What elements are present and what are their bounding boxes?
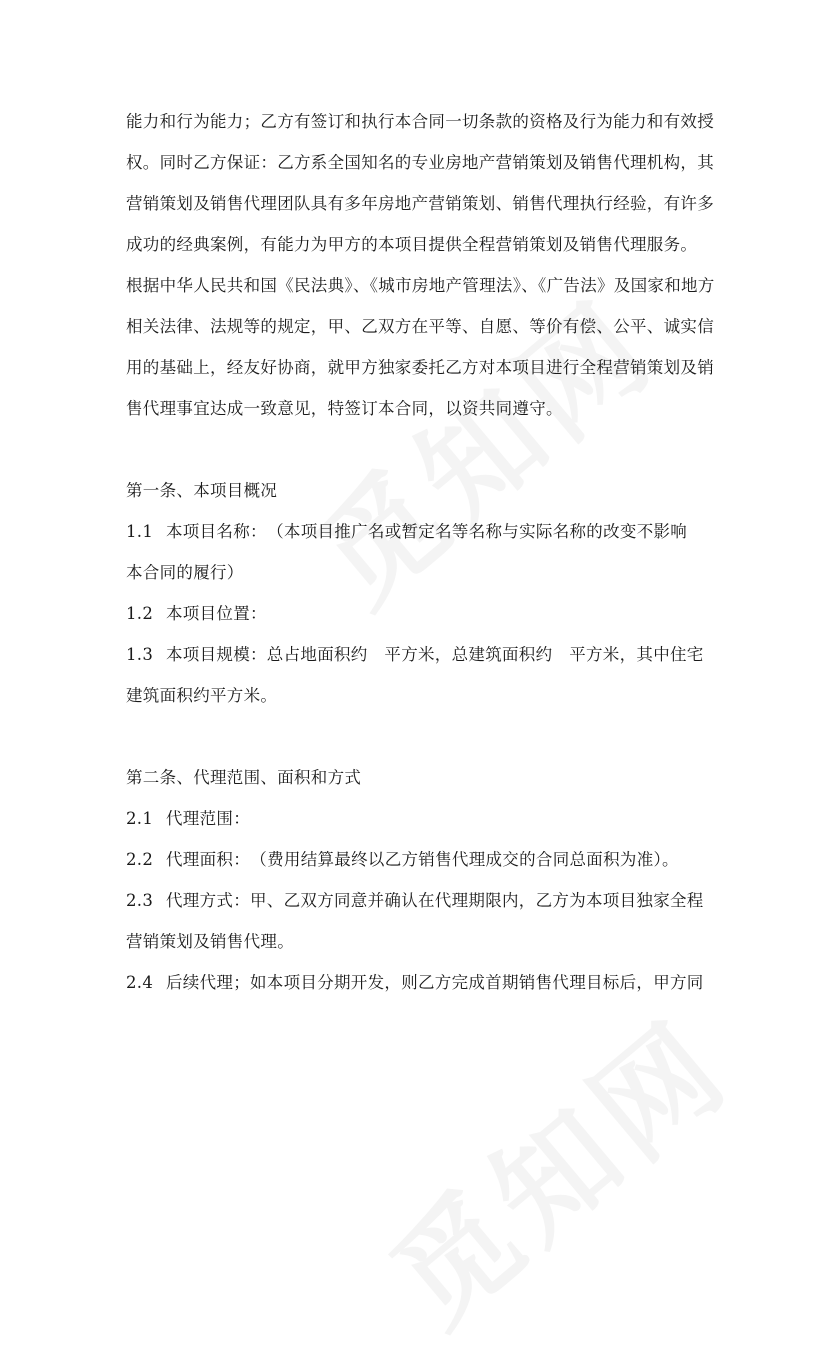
clause-text: 本项目规模：总占地面积约 平方米，总建筑面积约 平方米，其中住宅 (166, 645, 704, 664)
text-line: 权。同时乙方保证：乙方系全国知名的专业房地产营销策划及销售代理机构，其 (126, 153, 714, 172)
clause-line (126, 521, 687, 543)
section-heading: 第一条、本项目概况 (126, 481, 278, 500)
clause-line (126, 890, 704, 912)
text-line: 能力和行为能力；乙方有签订和执行本合同一切条款的资格及行为能力和有效授 (126, 112, 714, 131)
text-line: 营销策划及销售代理团队具有多年房地产营销策划、销售代理执行经验，有许多 (126, 194, 714, 213)
watermark (350, 975, 759, 1357)
clause-text: 本项目位置： (166, 604, 267, 623)
clause-line (126, 562, 244, 584)
section-heading: 第二条、代理范围、面积和方式 (126, 768, 362, 787)
text-line: 售代理事宜达成一致意见，特签订本合同，以资共同遵守。 (126, 399, 563, 418)
clause-text: 后续代理；如本项目分期开发，则乙方完成首期销售代理目标后，甲方同 (166, 973, 704, 992)
clause-text: 营销策划及销售代理。 (126, 932, 294, 951)
clause-line (126, 931, 294, 953)
text-line: 根据中华人民共和国《民法典》、《城市房地产管理法》、《广告法》及国家和地方 (126, 276, 715, 295)
clause-number: 2.2 (126, 850, 154, 869)
clause-text: 代理方式：甲、乙双方同意并确认在代理期限内，乙方为本项目独家全程 (166, 891, 704, 910)
clause-line (126, 603, 267, 625)
clause-number: 2.3 (126, 891, 154, 910)
clause-line (126, 685, 277, 707)
clause-text: 代理范围： (166, 809, 250, 828)
watermark (275, 255, 684, 637)
clause-line (126, 849, 679, 871)
text-line: 相关法律、法规等的规定，甲、乙双方在平等、自愿、等价有偿、公平、诚实信 (126, 317, 714, 336)
clause-text: 本合同的履行） (126, 563, 244, 582)
text-line: 用的基础上，经友好协商，就甲方独家委托乙方对本项目进行全程营销策划及销 (126, 358, 714, 377)
clause-number: 2.4 (126, 973, 154, 992)
clause-number: 1.2 (126, 604, 154, 623)
clause-line (126, 972, 704, 994)
clause-number: 1.1 (126, 522, 154, 541)
clause-text: 建筑面积约平方米。 (126, 686, 278, 705)
clause-line (126, 808, 250, 830)
clause-text: 本项目名称： （本项目推广名或暂定名等名称与实际名称的改变不影响 (166, 522, 688, 541)
clause-line (126, 644, 704, 666)
text-line: 成功的经典案例，有能力为甲方的本项目提供全程营销策划及销售代理服务。 (126, 235, 698, 254)
clause-text: 代理面积： （费用结算最终以乙方销售代理成交的合同总面积为准）。 (166, 850, 679, 869)
clause-number: 2.1 (126, 809, 154, 828)
clause-number: 1.3 (126, 645, 154, 664)
